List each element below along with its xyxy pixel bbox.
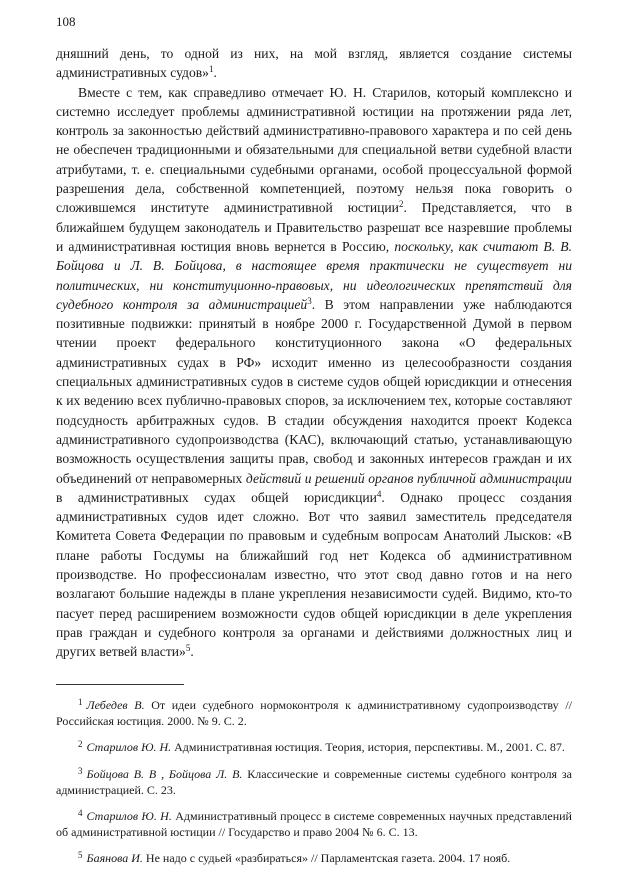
footnote-separator (56, 684, 184, 685)
footnote-mark: 3 (78, 765, 83, 776)
footnote-text: Классические и современные системы судебного контроля за администрацией. С. 23. (56, 766, 572, 797)
footnote-mark: 2 (78, 739, 83, 750)
footnote-mark: 1 (78, 697, 83, 707)
footnote-5 (56, 847, 572, 866)
footnote-author: Старилов Ю. Н. (86, 740, 172, 755)
footnote-text: Не надо с судьей «разбираться» // Парламентская газета. 2004. 17 нояб. (142, 851, 511, 866)
main-text (56, 44, 572, 662)
footnote-mark: 5 (78, 850, 83, 861)
footnote-2 (56, 736, 572, 755)
footnote-author: Старилов Ю. Н. (86, 809, 172, 824)
footnote-ref-5[interactable]: 5 (185, 643, 191, 654)
paragraph-2: Вместе с тем, как справедливо отмечает Ю. Н. Старилов, который комплексно и системно исследует проблемы административной юстиции на протяжении ряда лет, контроль за законностью действий административно-правового характера и по сей день не обеспечен традиционными и обязательными для специальной ветви судебной власти атрибутами, т. е. специальными судебными органами, особой процессуальной формой разрешения дела, собственной компетенцией, поэтому нельзя пока говорить о сложившемся институте административной юстиции$^2$. Представляется, что в ближайшем будущем законодатель и Правительство разрешат все назревшие проблемы и административная юстиция вновь вернется в Россию, поскольку, как считают В. В. Бойцова и Л. В. Бойцова, в настоящее время практически не существует ни политических, ни конституционно-правовых, ни идеологических препятствий для судебного контроля за администрацией$^3$. В этом направлении уже наблюдаются позитивные подвижки: принятый в ноябре 2000 г. Государственной Думой в первом чтении проект федерального конституционного закона «О федеральных административных судах в РФ» исходит именно из целесообразности создания специальных административных судов в системе судов общей юрисдикции и отнесения к их ведению всех публично-правовых споров, за исключением тех, которые составляют подсудность арбитражных судов. В стадии обсуждения находится проект Кодекса административного судопроизводства (КАС), включающий статью, устанавливающую возможность осуществления защиты прав, свобод и законных интересов граждан и их объединений от неправомерных действий и решений органов публичной администрации в административных судах общей юрисдикции$^4$. Однако процесс создания административных судов идет сложно. Вот что заявил заместитель председателя Комитета Совета Федерации по правовым и судебным вопросам Анатолий Лысков: «В плане работы Госдумы на ближайший год нет Кодекса об административном производстве. Но профессионалам известно, что этот свод давно готов и на него возлагают большие надежды в плане укрепления независимости судей. Видимо, кто-то пасует перед расширением возможности судов общей юрисдикции в деле укрепления прав граждан и судебного контроля за органами и действиями должностных лиц и других ветвей власти»$^5$. (56, 84, 572, 660)
footnote-mark: 4 (78, 808, 83, 819)
footnote-4 (56, 805, 572, 840)
footnotes (56, 694, 572, 874)
footnote-author: Баянова И. (86, 851, 143, 866)
footnote-text: Административная юстиция. Теория, история, перспективы. М., 2001. С. 87. (171, 740, 565, 755)
footnote-ref-4[interactable]: 4 (376, 488, 382, 499)
footnote-author: Лебедев В. (86, 698, 145, 712)
footnote-text: Административный процесс в системе современных научных представлений об административной юстиции // Государство и право 2004 № 6. С. 13. (56, 809, 572, 840)
footnote-text: От идеи судебного нормоконтроля к административному судопроизводству // Российская юстиция. 2000. № 9. С. 2. (56, 698, 572, 729)
footnote-1 (56, 694, 572, 729)
footnote-ref-3[interactable]: 3 (307, 295, 312, 306)
page-number: 108 (56, 14, 76, 29)
footnote-ref-2[interactable]: 2 (398, 199, 404, 210)
footnote-3 (56, 763, 572, 798)
footnote-author: Бойцова В. В , Бойцова Л. В. (86, 766, 243, 781)
paragraph-1: дняшний день, то одной из них, на мой взгляд, является создание системы административных судов»$^1$. (56, 46, 572, 81)
footnote-ref-1[interactable]: 1 (208, 64, 214, 75)
